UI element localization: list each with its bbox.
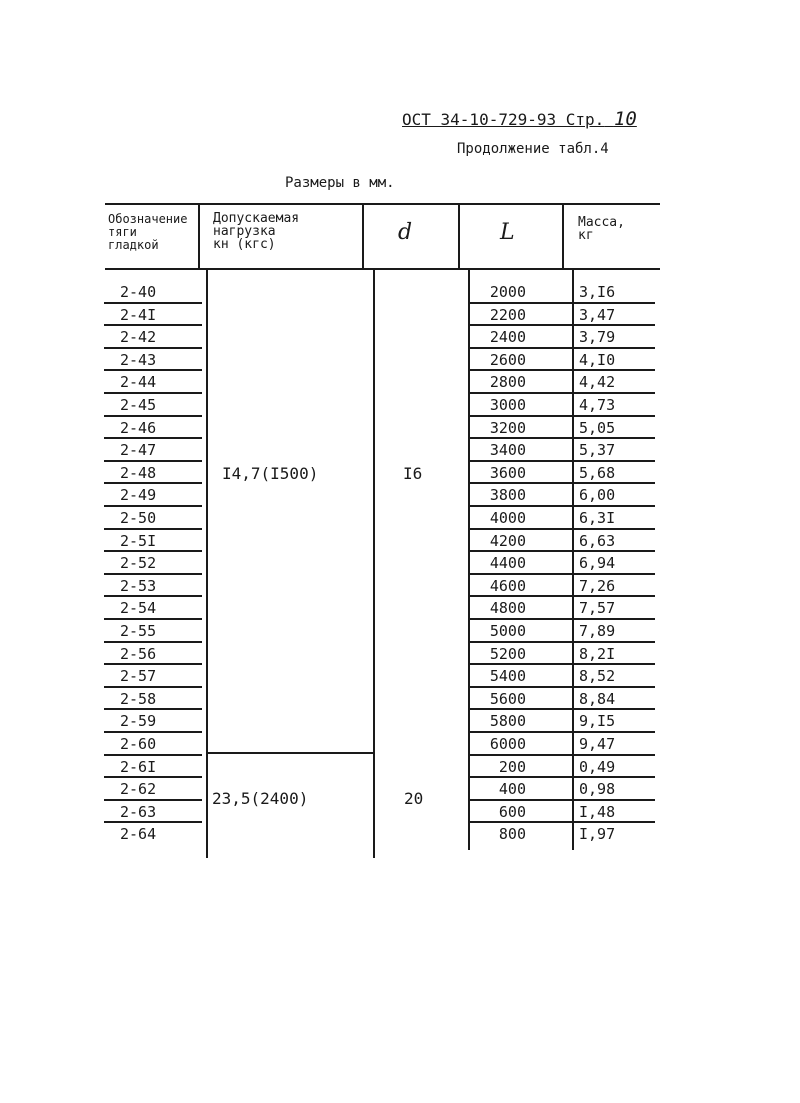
header-mass: Масса, кг (578, 215, 625, 243)
row-rule-right (469, 731, 655, 733)
row-rule-left (104, 731, 202, 733)
units-note: Размеры в мм. (285, 175, 395, 191)
row-designation: 2-5I (120, 532, 157, 550)
row-rule-right (469, 482, 655, 484)
row-rule-left (104, 573, 202, 575)
row-mass: I,97 (579, 825, 616, 843)
row-rule-left (104, 302, 202, 304)
row-mass: 9,I5 (579, 712, 616, 730)
row-length: 2400 (489, 328, 526, 346)
row-designation: 2-55 (120, 622, 157, 640)
row-mass: 8,2I (579, 645, 616, 663)
row-rule-right (469, 754, 655, 756)
header-length: L (500, 220, 515, 245)
column-divider-2-body (373, 268, 375, 858)
row-length: 6000 (489, 735, 526, 753)
row-mass: 7,26 (579, 577, 616, 595)
row-length: 800 (498, 825, 526, 843)
row-mass: 4,42 (579, 373, 616, 391)
row-rule-right (469, 686, 655, 688)
group2-load: 23,5(2400) (212, 789, 309, 808)
row-mass: 5,68 (579, 464, 616, 482)
row-rule-right (469, 460, 655, 462)
row-rule-right (469, 641, 655, 643)
column-divider-3 (458, 203, 460, 268)
row-mass: 0,98 (579, 780, 616, 798)
row-length: 5200 (489, 645, 526, 663)
document-code-text: ОСТ 34-10-729-93 Стр. (402, 110, 605, 129)
row-designation: 2-62 (120, 780, 157, 798)
row-designation: 2-46 (120, 419, 157, 437)
row-designation: 2-40 (120, 283, 157, 301)
row-length: 5600 (489, 690, 526, 708)
row-length: 2200 (489, 306, 526, 324)
column-divider-1-body (206, 268, 208, 858)
row-designation: 2-47 (120, 441, 157, 459)
row-length: 3600 (489, 464, 526, 482)
table-top-rule (105, 203, 660, 205)
row-mass: 7,89 (579, 622, 616, 640)
row-mass: 4,73 (579, 396, 616, 414)
row-length: 5000 (489, 622, 526, 640)
row-rule-left (104, 324, 202, 326)
row-designation: 2-48 (120, 464, 157, 482)
group1-load: I4,7(I500) (222, 464, 319, 483)
row-mass: 6,63 (579, 532, 616, 550)
row-designation: 2-64 (120, 825, 157, 843)
group1-diameter: I6 (403, 464, 423, 483)
row-mass: 9,47 (579, 735, 616, 753)
row-rule-left (104, 369, 202, 371)
row-rule-right (469, 708, 655, 710)
row-mass: 5,05 (579, 419, 616, 437)
row-designation: 2-57 (120, 667, 157, 685)
header-diameter: d (398, 220, 413, 245)
table-continuation-label: Продолжение табл.4 (457, 141, 609, 157)
row-length: 4800 (489, 599, 526, 617)
row-mass: 8,84 (579, 690, 616, 708)
row-length: 4200 (489, 532, 526, 550)
row-mass: 3,47 (579, 306, 616, 324)
header-designation: Обозначение тяги гладкой (108, 212, 188, 252)
row-rule-right (469, 573, 655, 575)
row-rule-right (469, 324, 655, 326)
row-rule-right (469, 369, 655, 371)
row-rule-right (469, 550, 655, 552)
row-designation: 2-4I (120, 306, 157, 324)
row-designation: 2-50 (120, 509, 157, 527)
row-rule-left (104, 505, 202, 507)
group2-diameter: 20 (404, 789, 424, 808)
row-length: 2800 (489, 373, 526, 391)
row-length: 200 (498, 758, 526, 776)
row-rule-right (469, 618, 655, 620)
row-mass: 0,49 (579, 758, 616, 776)
row-designation: 2-63 (120, 803, 157, 821)
row-rule-left (104, 347, 202, 349)
row-designation: 2-54 (120, 599, 157, 617)
row-length: 3800 (489, 486, 526, 504)
column-divider-3-body (468, 268, 470, 850)
row-rule-left (104, 392, 202, 394)
row-rule-right (469, 392, 655, 394)
row-length: 4000 (489, 509, 526, 527)
row-designation: 2-49 (120, 486, 157, 504)
page-number: 10 (613, 108, 637, 130)
group-separator-rule (206, 752, 374, 754)
row-rule-right (469, 776, 655, 778)
row-length: 3200 (489, 419, 526, 437)
row-designation: 2-42 (120, 328, 157, 346)
row-rule-left (104, 550, 202, 552)
row-length: 400 (498, 780, 526, 798)
row-rule-right (469, 347, 655, 349)
row-rule-left (104, 641, 202, 643)
row-mass: 4,I0 (579, 351, 616, 369)
row-rule-left (104, 437, 202, 439)
row-rule-right (469, 663, 655, 665)
row-length: 4600 (489, 577, 526, 595)
column-divider-4-body (572, 268, 574, 850)
row-rule-left (104, 799, 202, 801)
row-length: 4400 (489, 554, 526, 572)
row-rule-left (104, 460, 202, 462)
row-mass: 7,57 (579, 599, 616, 617)
row-designation: 2-44 (120, 373, 157, 391)
row-length: 5400 (489, 667, 526, 685)
row-designation: 2-53 (120, 577, 157, 595)
row-designation: 2-56 (120, 645, 157, 663)
row-designation: 2-59 (120, 712, 157, 730)
row-rule-left (104, 618, 202, 620)
row-designation: 2-6I (120, 758, 157, 776)
row-rule-left (104, 415, 202, 417)
column-divider-4 (562, 203, 564, 268)
row-rule-right (469, 302, 655, 304)
row-rule-left (104, 708, 202, 710)
row-rule-left (104, 754, 202, 756)
row-mass: 6,94 (579, 554, 616, 572)
row-rule-left (104, 686, 202, 688)
row-rule-left (104, 821, 202, 823)
row-mass: 3,I6 (579, 283, 616, 301)
table-header-rule (105, 268, 660, 270)
row-designation: 2-58 (120, 690, 157, 708)
row-mass: 5,37 (579, 441, 616, 459)
row-designation: 2-60 (120, 735, 157, 753)
row-length: 2000 (489, 283, 526, 301)
row-rule-left (104, 776, 202, 778)
row-rule-left (104, 663, 202, 665)
row-length: 3400 (489, 441, 526, 459)
row-rule-right (469, 799, 655, 801)
row-designation: 2-45 (120, 396, 157, 414)
row-designation: 2-43 (120, 351, 157, 369)
row-length: 2600 (489, 351, 526, 369)
row-mass: 6,00 (579, 486, 616, 504)
row-rule-right (469, 505, 655, 507)
row-mass: 8,52 (579, 667, 616, 685)
row-designation: 2-52 (120, 554, 157, 572)
row-rule-right (469, 437, 655, 439)
row-length: 600 (498, 803, 526, 821)
header-allowable-load: Допускаемая нагрузка кн (кгс) (213, 211, 300, 252)
column-divider-2 (362, 203, 364, 268)
row-rule-left (104, 528, 202, 530)
row-rule-right (469, 528, 655, 530)
row-rule-left (104, 482, 202, 484)
row-rule-right (469, 595, 655, 597)
row-rule-left (104, 595, 202, 597)
row-mass: 6,3I (579, 509, 616, 527)
row-mass: 3,79 (579, 328, 616, 346)
row-mass: I,48 (579, 803, 616, 821)
row-rule-right (469, 415, 655, 417)
column-divider-1 (198, 203, 200, 268)
row-rule-right (469, 821, 655, 823)
row-length: 5800 (489, 712, 526, 730)
row-length: 3000 (489, 396, 526, 414)
